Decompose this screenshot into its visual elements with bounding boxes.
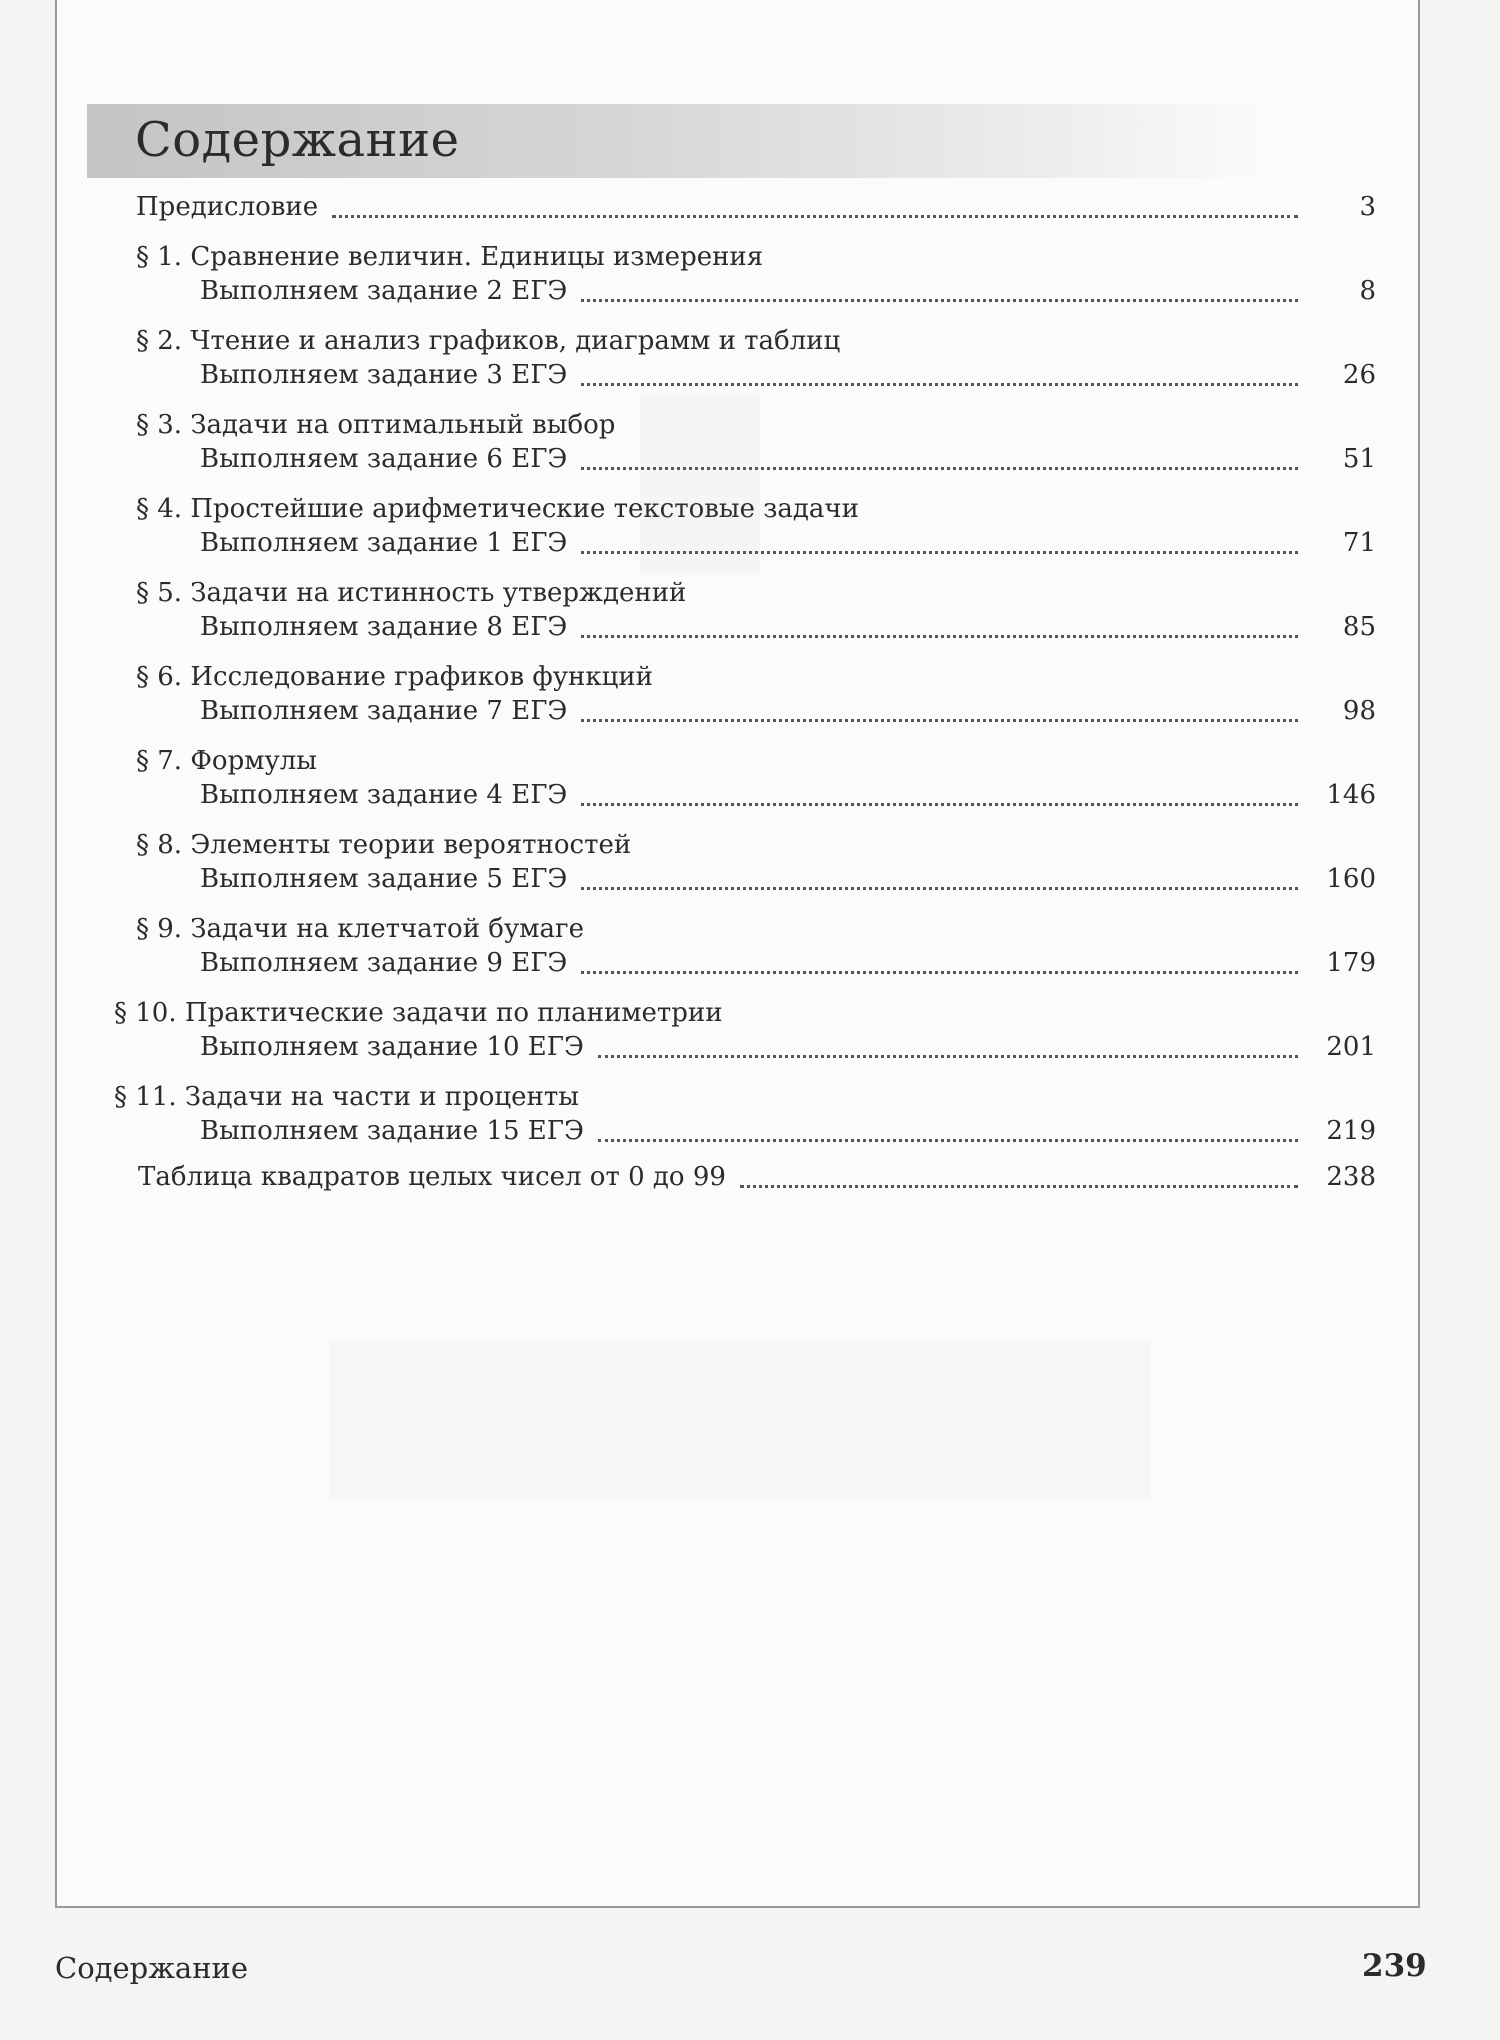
section-number: § 8. (136, 830, 183, 860)
toc-section-heading[interactable] (136, 828, 631, 862)
dot-leader (581, 382, 1298, 386)
section-number: § 9. (136, 914, 183, 944)
toc-task-line[interactable] (200, 946, 1376, 980)
toc-task-line[interactable] (200, 610, 1376, 644)
task-label: Выполняем задание 9 ЕГЭ (200, 948, 568, 978)
task-label: Выполняем задание 5 ЕГЭ (200, 864, 568, 894)
section-title: Формулы (190, 746, 317, 776)
toc-page-number: 51 (1342, 444, 1376, 474)
toc-section-heading[interactable] (136, 240, 763, 274)
toc-task-line[interactable] (200, 358, 1376, 392)
section-number: § 10. (114, 998, 177, 1028)
toc-section-heading[interactable] (136, 576, 686, 610)
toc-page-number: 8 (1359, 276, 1376, 306)
toc-section-heading[interactable] (114, 996, 723, 1030)
section-number: § 2. (136, 326, 183, 356)
dot-leader (581, 970, 1298, 974)
running-footer-title: Содержание (55, 1951, 249, 1985)
section-title: Задачи на клетчатой бумаге (190, 914, 584, 944)
dot-leader (581, 802, 1298, 806)
section-number: § 11. (114, 1082, 177, 1112)
task-label: Выполняем задание 1 ЕГЭ (200, 528, 568, 558)
toc-page-number: 71 (1342, 528, 1376, 558)
show-through-artifact (640, 395, 760, 575)
toc-task-line[interactable] (200, 862, 1376, 896)
section-title: Чтение и анализ графиков, диаграмм и таблиц (190, 326, 841, 356)
toc-task-line[interactable] (200, 1114, 1376, 1148)
task-label: Выполняем задание 2 ЕГЭ (200, 276, 568, 306)
toc-page-number: 85 (1342, 612, 1376, 642)
toc-section-heading[interactable] (136, 912, 584, 946)
task-label: Выполняем задание 8 ЕГЭ (200, 612, 568, 642)
section-number: § 4. (136, 494, 183, 524)
toc-page-number: 179 (1326, 948, 1376, 978)
task-label: Выполняем задание 6 ЕГЭ (200, 444, 568, 474)
toc-page-number: 201 (1326, 1032, 1376, 1062)
dot-leader (332, 214, 1298, 218)
section-number: § 7. (136, 746, 183, 776)
section-title: Сравнение величин. Единицы измерения (190, 242, 764, 272)
section-title: Практические задачи по планиметрии (184, 998, 723, 1028)
toc-page-number: 98 (1342, 696, 1376, 726)
toc-entry-preface[interactable] (136, 190, 1376, 224)
toc-section-heading[interactable] (136, 408, 615, 442)
toc-task-line[interactable] (200, 526, 1376, 560)
section-number: § 3. (136, 410, 183, 440)
task-label: Выполняем задание 10 ЕГЭ (200, 1032, 584, 1062)
dot-leader (581, 886, 1298, 890)
task-label: Выполняем задание 15 ЕГЭ (200, 1116, 584, 1146)
toc-page-number: 26 (1342, 360, 1376, 390)
section-title: Задачи на части и проценты (184, 1082, 579, 1112)
section-title: Простейшие арифметические текстовые задачи (190, 494, 859, 524)
toc-page-number: 160 (1326, 864, 1376, 894)
toc-section-heading[interactable] (114, 1080, 579, 1114)
page-title: Содержание (135, 112, 460, 168)
toc-task-line[interactable] (200, 694, 1376, 728)
dot-leader (598, 1138, 1298, 1142)
dot-leader (581, 718, 1298, 722)
toc-entry-label: Таблица квадратов целых чисел от 0 до 99 (138, 1162, 726, 1192)
title-band (87, 104, 1267, 178)
toc-task-line[interactable] (200, 274, 1376, 308)
toc-section-heading[interactable] (136, 744, 317, 778)
section-title: Исследование графиков функций (190, 662, 654, 692)
show-through-artifact (330, 1340, 1150, 1500)
toc-task-line[interactable] (200, 442, 1376, 476)
task-label: Выполняем задание 4 ЕГЭ (200, 780, 568, 810)
toc-entry-label: Предисловие (136, 192, 319, 222)
toc-page-number: 146 (1326, 780, 1376, 810)
toc-task-line[interactable] (200, 778, 1376, 812)
section-title: Задачи на истинность утверждений (190, 578, 687, 608)
toc-section-heading[interactable] (136, 324, 840, 358)
section-title: Задачи на оптимальный выбор (190, 410, 616, 440)
task-label: Выполняем задание 3 ЕГЭ (200, 360, 568, 390)
section-number: § 5. (136, 578, 183, 608)
footer-page-number: 239 (1362, 1948, 1427, 1984)
toc-task-line[interactable] (200, 1030, 1376, 1064)
dot-leader (581, 634, 1298, 638)
toc-page-number: 3 (1359, 192, 1376, 222)
toc-entry-squares-table[interactable] (138, 1160, 1376, 1194)
toc-page-number: 238 (1326, 1162, 1376, 1192)
toc-page-number: 219 (1326, 1116, 1376, 1146)
dot-leader (740, 1184, 1298, 1188)
dot-leader (598, 1054, 1298, 1058)
section-title: Элементы теории вероятностей (190, 830, 632, 860)
section-number: § 1. (136, 242, 183, 272)
section-number: § 6. (136, 662, 183, 692)
task-label: Выполняем задание 7 ЕГЭ (200, 696, 568, 726)
toc-section-heading[interactable] (136, 660, 653, 694)
dot-leader (581, 298, 1298, 302)
